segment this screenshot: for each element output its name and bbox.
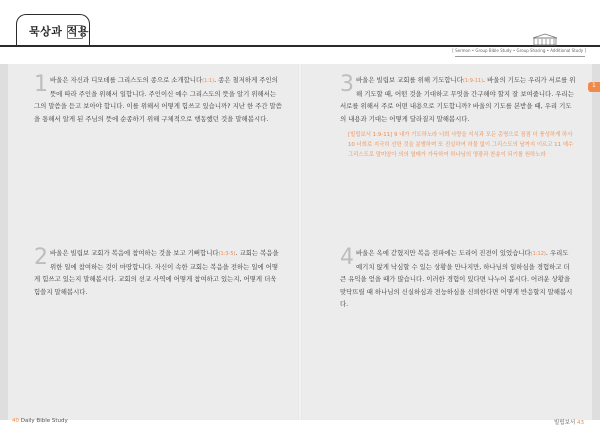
question-2 (34, 247, 284, 298)
question-text: 바울은 빌립보 교회가 복음에 참여하는 것을 보고 기뻐합니다 (50, 249, 219, 257)
church-building-icon (532, 33, 558, 46)
page-header (0, 0, 600, 62)
question-text: 바울은 자신과 디모데를 그리스도의 종으로 소개합니다 (50, 76, 203, 84)
question-number: 3 (340, 72, 354, 97)
question-number: 1 (34, 72, 48, 97)
question-1 (34, 74, 284, 125)
scripture-quote: [빌립보서 1:9-11] 9 내가 기도하노라 너희 사랑을 지식과 모든 총명으로 점점 더 풍성하게 하사 10 너희로 지극히 선한 것을 분별하며 또 진실하여 허물 없이 그리스도의 날까지 이르고 11 예수 그리스도로 말미암아 의의 열매가 가득하여 하나님의 영광과 찬송이 되기를 원하노라 (348, 132, 574, 158)
left-page-number: 40 (12, 418, 19, 424)
section-nav: [ Sermon • Group Bible Study • Group Sharing • Additional Study ] (452, 48, 586, 53)
scripture-reference: (1:12) (530, 251, 546, 257)
question-text-continued: . 바울의 기도는 우리가 서로를 위해 기도할 때, 어떤 것을 기대하고 무엇을 간구해야 할지 잘 보여줍니다. 우리는 서로를 위해서 주로 어떤 내용으로 기도합니까? 바울의 기도를 본받을 때, 우리 기도의 내용과 기대는 어떻게 달라질지 말해봅시다. (340, 76, 576, 123)
question-text-continued: . 교회는 복음을 위한 일에 참여하는 것이 마땅합니다. 자신이 속한 교회는 복음을 전하는 일에 어떻게 힘쓰고 있는지 말해봅시다. 교회의 선교 사역에 어떻게 참여하고 있는지, 어떻게 더욱 힘쓸지 말해봅시다. (34, 249, 279, 296)
left-running-title: Daily Bible Study (20, 418, 68, 424)
section-tab-label: 묵상과 적용 (29, 25, 89, 38)
header-divider (0, 45, 600, 47)
section-tab (16, 14, 90, 47)
right-page-number: 43 (577, 420, 584, 426)
header-sub-divider (455, 56, 585, 57)
question-4 (340, 247, 576, 311)
question-number: 2 (34, 245, 48, 270)
left-page-edge (0, 64, 8, 420)
chapter-side-tab-label: 1 (592, 82, 596, 89)
question-3 (340, 74, 576, 125)
chapter-side-tab (588, 82, 600, 92)
right-page-edge (592, 64, 600, 420)
scripture-reference: (1:3-5) (218, 251, 236, 257)
question-text: 바울은 옥에 갇혔지만 복음 전파에는 도리어 진전이 있었습니다 (356, 249, 531, 257)
footer-left (12, 418, 68, 424)
book-icon (67, 25, 83, 39)
question-text-continued: . 우리도 예기치 않게 낙심할 수 있는 상황을 만나지만, 하나님의 일하심을 경험하고 더 큰 유익을 얻을 때가 많습니다. 이러한 경험이 있다면 나누어 봅시다. 어려운 상황을 맞닥뜨릴 때 하나님의 신실하심과 전능하심을 신뢰한다면 어떻게 반응할지 말해봅시다. (340, 249, 573, 308)
question-text-continued: . 종은 철저하게 주인의 뜻에 따라 주인을 위해서 일합니다. 주인이신 예수 그리스도의 뜻을 알기 위해서는 그의 말씀을 듣고 보아야 합니다. 이를 위해서 어떻게 힘쓰고 있습니까? 지난 한 주간 말씀을 통해서 알게 된 주님의 뜻에 순종하기 위해 구체적으로 행동했던 것을 말해봅시다. (34, 76, 282, 123)
right-running-title: 빌립보서 (553, 420, 576, 426)
scripture-reference: (1:9-11) (462, 78, 484, 84)
question-number: 4 (340, 245, 354, 270)
scripture-reference: (1:1) (202, 78, 215, 84)
question-text: 바울은 빌립보 교회를 위해 기도합니다 (356, 76, 463, 84)
page-footer (0, 420, 600, 440)
book-gutter (298, 64, 302, 420)
footer-right (554, 418, 584, 426)
